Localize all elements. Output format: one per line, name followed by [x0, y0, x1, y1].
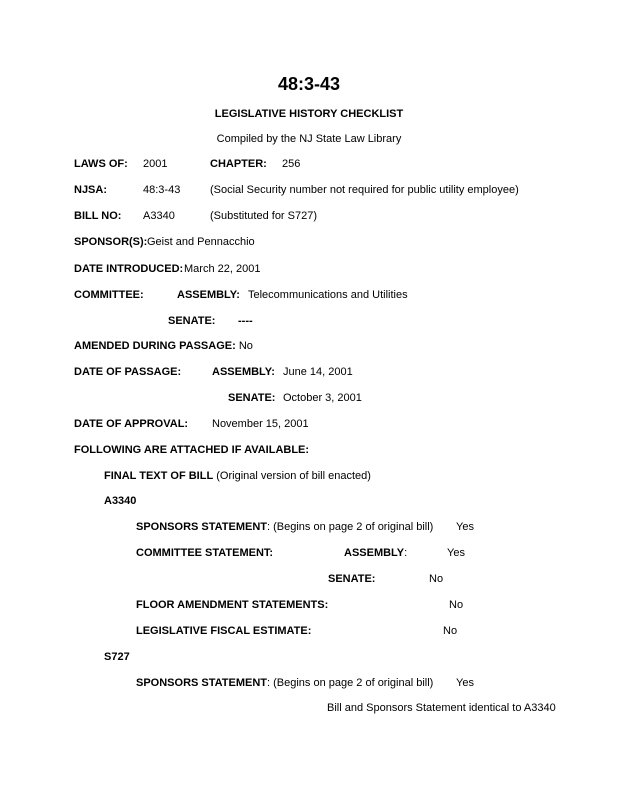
bill-no-label: BILL NO: — [74, 210, 122, 222]
document-subtitle: LEGISLATIVE HISTORY CHECKLIST — [214, 108, 404, 120]
sponsors-value: Geist and Pennacchio — [147, 236, 255, 248]
final-text-row — [104, 470, 371, 483]
final-text-label: FINAL TEXT OF BILL — [104, 470, 214, 482]
a3340-committee-senate-value: No — [429, 573, 444, 585]
attached-heading: FOLLOWING ARE ATTACHED IF AVAILABLE: — [74, 444, 310, 456]
passage-assembly-value: June 14, 2001 — [283, 366, 353, 378]
a3340-sponsors-statement-value: Yes — [456, 521, 474, 533]
date-of-approval-value: November 15, 2001 — [212, 418, 309, 430]
a3340-committee-statement-label: COMMITTEE STATEMENT: — [136, 547, 274, 559]
a3340-sponsors-statement-label: SPONSORS STATEMENT — [136, 521, 267, 533]
passage-senate-label: SENATE: — [228, 392, 276, 404]
a3340-sponsors-statement-row — [136, 521, 433, 534]
date-introduced-label: DATE INTRODUCED: — [74, 263, 184, 275]
njsa-description: (Social Security number not required for public utility employee) — [210, 184, 519, 196]
s727-identical-note: Bill and Sponsors Statement identical to A3340 — [327, 702, 556, 714]
s727-heading: S727 — [104, 651, 130, 663]
compiled-by: Compiled by the NJ State Law Library — [216, 133, 402, 145]
a3340-fiscal-estimate-label: LEGISLATIVE FISCAL ESTIMATE: — [136, 625, 312, 637]
s727-sponsors-statement-row — [136, 677, 433, 690]
date-of-approval-label: DATE OF APPROVAL: — [74, 418, 189, 430]
a3340-committee-assembly-value: Yes — [447, 547, 465, 559]
date-of-passage-label: DATE OF PASSAGE: — [74, 366, 182, 378]
a3340-sponsors-statement-note: : (Begins on page 2 of original bill) — [267, 521, 434, 533]
committee-label: COMMITTEE: — [74, 289, 144, 301]
bill-no-value: A3340 — [143, 210, 175, 222]
a3340-committee-senate-label: SENATE: — [328, 573, 376, 585]
amended-row — [74, 340, 253, 353]
final-text-note: (Original version of bill enacted) — [216, 470, 371, 482]
njsa-label: NJSA: — [74, 184, 108, 196]
s727-sponsors-statement-value: Yes — [456, 677, 474, 689]
a3340-committee-assembly — [344, 547, 407, 560]
s727-sponsors-statement-note: : (Begins on page 2 of original bill) — [267, 677, 434, 689]
a3340-heading: A3340 — [104, 495, 137, 507]
passage-senate-value: October 3, 2001 — [283, 392, 362, 404]
page-title: 48:3-43 — [277, 74, 341, 94]
committee-senate-value: ---- — [238, 315, 253, 327]
committee-assembly-label: ASSEMBLY: — [177, 289, 240, 301]
committee-senate-label: SENATE: — [168, 315, 216, 327]
a3340-floor-amendment-label: FLOOR AMENDMENT STATEMENTS: — [136, 599, 329, 611]
sponsors-label: SPONSOR(S): — [74, 236, 148, 248]
chapter-label: CHAPTER: — [210, 158, 267, 170]
s727-sponsors-statement-label: SPONSORS STATEMENT — [136, 677, 267, 689]
passage-assembly-label: ASSEMBLY: — [212, 366, 275, 378]
laws-of-label: LAWS OF: — [74, 158, 128, 170]
amended-label: AMENDED DURING PASSAGE: — [74, 340, 236, 352]
a3340-committee-assembly-label: ASSEMBLY — [344, 547, 405, 559]
committee-assembly-value: Telecommunications and Utilities — [248, 289, 408, 301]
a3340-floor-amendment-value: No — [449, 599, 464, 611]
a3340-fiscal-estimate-value: No — [443, 625, 458, 637]
bill-no-note: (Substituted for S727) — [210, 210, 318, 222]
a3340-committee-assembly-colon: : — [404, 547, 408, 559]
chapter-value: 256 — [282, 158, 301, 170]
laws-of-value: 2001 — [143, 158, 168, 170]
date-introduced-value: March 22, 2001 — [184, 263, 261, 275]
njsa-value: 48:3-43 — [143, 184, 181, 196]
amended-value: No — [238, 340, 253, 352]
